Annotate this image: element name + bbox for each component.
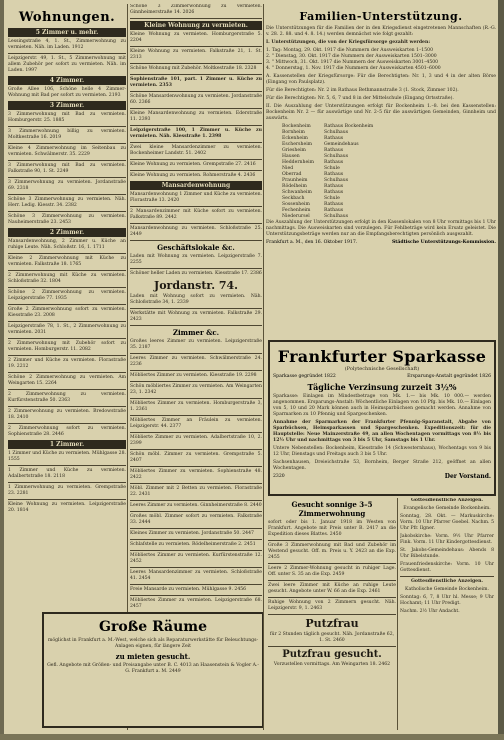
- church-sub-2: Katholische Gemeinde Bockenheim.: [405, 587, 489, 592]
- places-table: [266, 124, 496, 220]
- ad-item: Möbliertes Zimmer zu vermieten. Kiesstraße 19. 2298: [130, 373, 257, 378]
- ad-item: Freie Mansarde zu vermieten. Mühlgasse 9. 2456: [130, 587, 247, 592]
- familien-payplace: A. Kassenstellen der Kriegsfürsorge: Für die Berechtigten: Nr. 1, 3 und 4 in der alten Börse (Eingang von Paulsplatz).: [266, 74, 496, 85]
- place-location: Rathaus: [323, 202, 344, 207]
- familien-date-line: 1. Tag: Montag, 29. Okt. 1917 die Nummern der Ausweiskarten 1–1500: [266, 48, 433, 53]
- ad-item: Kleine 4 Zimmerwohnung im Seitenbau zu vermieten. Schwälmerstr. 35. 2229: [8, 146, 126, 157]
- ad-item: Kleine Mansardenwohnung zu vermieten. Ederstraße 11. 2393: [130, 111, 262, 122]
- ad-item: 3 Zimmerwohnung zu vermieten. Jordanstraße 69. 2318: [8, 180, 126, 191]
- place-name: Seckbach: [282, 196, 305, 201]
- ad-item: Mansardenwohnung 1 Zimmer und Küche zu vermieten. Florastraße 13. 2420: [130, 192, 262, 203]
- church-line: Sonntag, 28. Okt. — Markuskirche: Vorm. 10 Uhr Pfarrer Goebel. Nachm. 5 Uhr Pfr. Ilgner.: [400, 514, 494, 531]
- place-name: Bockenheim: [282, 124, 311, 129]
- place-location: Rathaus: [323, 136, 344, 141]
- grosse-raeume-title: Große Räume: [98, 619, 207, 635]
- ad-item: 2 Zimmerwohnung mit Küche zu vermieten. Schloßstraße 32. 1804: [8, 273, 126, 284]
- place-location: Schulhaus: [323, 154, 349, 159]
- place-name: Sossenheim: [282, 202, 310, 207]
- ad-item: Schöner heller Laden zu vermieten. Kiesstraße 17. 2386: [130, 271, 262, 276]
- ad-item: Kleine Wohnung zu vermieten. Leipzigerstraße 20. 1814: [8, 502, 126, 513]
- place-location: Rathaus: [323, 208, 344, 213]
- ad-item: Leeres Zimmer zu vermieten. Ginnheimerstraße 8. 2440: [130, 503, 262, 508]
- grosse-raeume-text: möglichst in Frankfurt a. M.-West, welche sich als Reparaturwerkstätte für Beleuchtungs-Anlagen eignen, für längere Zeit: [47, 638, 259, 649]
- place-name: Schwanheim: [282, 190, 312, 195]
- ads-group-c: [8, 451, 126, 514]
- ad-item: Leeres Zimmer zu vermieten. Schwälmerstraße 24. 2236: [130, 356, 262, 367]
- ad-item: Kleine Wohnung zu vermieten. Homburgerstraße 5. 2204: [130, 32, 262, 43]
- ad-item: Große 2 Zimmerwohnung sofort zu vermieten. Kiesstraße 23. 2008: [8, 307, 126, 318]
- ad-item: Großes möbl. Zimmer sofort zu vermieten. Falkstraße 33. 2444: [130, 514, 262, 525]
- ad-item: Kleine Wohnung zu vermieten. Rohmerstraße 4. 2436: [130, 173, 256, 178]
- place-name: Niederursel: [282, 214, 310, 219]
- ad-item: Sophienstraße 101, part. 1 Zimmer u. Küche zu vermieten. 2353: [130, 77, 262, 88]
- church-line: Sonntag: 6, 7, 8 Uhr hl. Messe; 9 Uhr Hochamt; 11 Uhr Predigt.: [400, 595, 494, 606]
- ad-item: 3 Zimmerwohnung mit Bad zu vermieten. Homburgerstr. 25. 1885: [8, 112, 126, 123]
- putzfrau-text: für 2 Stunden täglich gesucht. Näh. Jordanstraße 62, 1. St. 2460: [269, 632, 395, 643]
- ad-item: Schöne Wohnung mit Zubehör. Moltkestraße 18. 2328: [130, 66, 257, 71]
- ad-item: 1 Zimmerwohnung zu vermieten. Grempstraße 23. 2281: [8, 485, 126, 496]
- sparkasse-footer: [273, 474, 491, 480]
- ad-item: Schöne 2 Zimmerwohnung zu vermieten. Am Weingarten 15. 2264: [8, 375, 126, 386]
- column-rule: [263, 4, 264, 730]
- ad-item: Kleine Wohnung zu vermieten. Grempstraße 27. 2416: [130, 162, 256, 167]
- familien-date-line: 4. " Donnerstag, 1. Nov. 1917 die Nummern der Ausweiskarten 4501–6000: [266, 66, 441, 71]
- ad-item: Laden mit Wohnung sofort zu vermieten. Näh. Schloßstraße 34, 1. 2339: [130, 294, 262, 305]
- ad-item: 3 Zimmerwohnung mit Bad zu vermieten. Falkstraße 90, 1. St. 2249: [8, 163, 126, 174]
- ad-item: Schöne Mansardenwohnung zu vermieten. Jordanstraße 60. 2366: [130, 94, 262, 105]
- page-edge-bottom: [0, 734, 504, 740]
- place-location: Rathaus: [323, 184, 344, 189]
- place-name: Nied: [282, 166, 294, 171]
- category-bar-2-zimmer: 2 Zimmer.: [8, 228, 126, 237]
- church-title-2: Gottesdienstliche Anzeigen.: [410, 579, 484, 584]
- category-bar-3-zimmer: 3 Zimmer.: [8, 101, 126, 110]
- place-location: Rathaus: [323, 160, 344, 165]
- ad-item: Möbliertes Zimmer zu vermieten. Leipzigerstraße 68. 2457: [130, 598, 262, 608]
- ad-item: 2 Zimmerwohnung mit Zubehör sofort zu vermieten. Homburgerstr. 11. 2082: [8, 341, 126, 352]
- ad-item: Schöne 3 Zimmerwohnung zu vermieten. Ginnheimerstraße 14. 2026: [130, 4, 262, 15]
- sparkasse-left-label: Sparkasse gegründet 1822: [273, 374, 336, 379]
- wanted-item: Zwei leere Zimmer mit Küche an ruhige Leute gesucht. Angebote unter W. 66 an die Exp. 2461: [268, 583, 396, 594]
- ad-item: 1 Zimmer und Küche zu vermieten. Adalbertstraße 18. 2118: [8, 468, 126, 479]
- ad-item: Schöne 2 Zimmerwohnung zu vermieten. Leipzigerstraße 77. 1935: [8, 290, 126, 301]
- sparkasse-branches: Annahme der Sparmarken der Frankfurter Pfennig-Sparanstalt, Abgabe von Sparbüchsen, Heimsparkassen und Spargeschenken. Expeditionszeit: für die Hauptstelle: Neue Mainzerstraße 49, an allen Wochentagen vormittags von 8½ bis 12½ Uhr und nachmittags von 3 bis 5 Uhr, Samstags bis 1 Uhr.: [273, 420, 491, 443]
- wanted-heading: Gesucht sonnige 3–5 Zimmerwohnung: [291, 500, 373, 518]
- ad-item: Mansardenwohnung, 2 Zimmer u. Küche an ruhige Leute. Näh. Schloßstr. 16, 1. 1711: [8, 239, 126, 250]
- ad-item: 3 Zimmerwohnung billig zu vermieten. Moltkestraße 16. 2019: [8, 129, 126, 140]
- place-name: Bornheim: [282, 130, 305, 135]
- church-line: Frauenfriedenskirche: Vorm. 10 Uhr Gottesdienst.: [400, 562, 494, 573]
- ad-item: Möbliertes Zimmer zu vermieten. Sophienstraße 48. 2422: [130, 469, 262, 480]
- familien-note: Die Auszahlung der Unterstützungen erfolgt in den Kassenlokalen von 8 Uhr vormittags bis 1 Uhr nachmittags. Die Ausweiskarten sind vorzulegen. Für Fehlbeträge wird kein Ersatz geleistet. Die Unterstützungsbeträge werden nur an die Empfangsberechtigten persönlich ausgezahlt.: [266, 220, 496, 237]
- church-notices: [400, 498, 494, 730]
- place-name: Praunheim: [282, 178, 308, 183]
- place-location: Schulhaus: [323, 214, 349, 219]
- putzfrau-heading: Putzfrau: [305, 617, 359, 630]
- ad-item: Kleine 2 Zimmerwohnung mit Küche zu vermieten. Falkstraße 18. 1765: [8, 256, 126, 267]
- sparkasse-labels: [273, 374, 491, 380]
- familien-title: Familien-Unterstützung.: [299, 10, 463, 23]
- places-left-list: [282, 124, 314, 220]
- place-location: Schulhaus: [323, 130, 349, 135]
- category-bar-4-zimmer: 4 Zimmer.: [8, 76, 126, 85]
- church-title-1: Gottesdienstliche Anzeigen.: [410, 498, 484, 503]
- section-header-zimmer: Zimmer &c.: [172, 328, 220, 337]
- place-name: Eschersheim: [282, 142, 313, 147]
- ad-item: Laden mit Wohnung zu vermieten. Leipzigerstraße 7. 2255: [130, 254, 262, 265]
- ads-group-b: [8, 239, 126, 438]
- ad-item: Leipzigerstraße 78, 1. St., 2 Zimmerwohnung zu vermieten. 2031: [8, 324, 126, 335]
- sparkasse-number: 2320: [273, 474, 285, 479]
- ad-item: Möbl. Zimmer mit 2 Betten zu vermieten. Florastraße 22. 2431: [130, 486, 262, 497]
- familien-intro: Die Unterstützungen für die Familien der in den Kriegsdienst eingetretenen Mannschaften (R.-G. v. 28. 2. 88. und 4. 8. 14.) werden demnächst wie folgt gezahlt:: [266, 26, 496, 37]
- wanted-item: Ruhige Wohnung von 2 Zimmern gesucht. Näh. Leipzigerstr. 9, 1. 2463: [268, 600, 396, 611]
- wanted-item: Leere 2 Zimmer-Wohnung gesucht in ruhiger Lage. Off. unter S. 35 an die Exp. 2459: [268, 566, 396, 577]
- ad-item: 2 Mansardenzimmer mit Küche sofort zu vermieten. Falkstraße 89. 2442: [130, 209, 262, 220]
- ad-item: 2 Zimmerwohnung zu vermieten. Kurfürstenstraße 50. 2363: [8, 392, 126, 403]
- familien-section1: I. Unterstützungen, die von der Kriegsfürsorge gezahlt werden:: [266, 40, 431, 45]
- section-header-geschaeftslokale: Geschäftslokale &c.: [157, 243, 235, 252]
- place-location: Rathaus: [323, 148, 344, 153]
- sparkasse-extra: Sachsenhausen, Dreieichstraße 53, Bornheim, Berger Straße 212, geöffnet an allen Wochentagen.: [273, 460, 491, 471]
- column-middle: [130, 4, 262, 608]
- ad-item: Lessingstraße 4, 1. St., Zimmerwohnung zu vermieten. Näh. im Laden. 1912: [8, 39, 126, 50]
- place-name: Griesheim: [282, 148, 306, 153]
- ad-item: Leipzigerstr. 49, 1. St., 5 Zimmerwohnung mit allem Zubehör per sofort zu vermieten. Näh. im Laden. 1997: [8, 56, 126, 73]
- ad-item: Schön möbliertes Zimmer zu vermieten. Am Weingarten 23, 1. 2342: [130, 384, 262, 395]
- category-bar-mansarden: Mansardenwohnung: [130, 181, 262, 190]
- familien-date-line: 2. " Dienstag, 30. Okt. 1917 die Nummern der Ausweiskarten 1501–3000: [266, 54, 437, 59]
- place-location: Rathaus Bockenheim: [323, 124, 374, 129]
- place-name: Rödelheim: [282, 184, 307, 189]
- sparkasse-body: Sparkasse: Einlagen im Mindestbetrage von Mk. 1.— bis Mk. 10 000.— werden angenommen. Ersparungs-Anstalt: Wöchentliche Einlagen von 10 Pfg. bis Mk. 10.— Einlagen von 5, 10 und 20 Mark können auch in Heimsparbüchsen gemacht werden. Annahme von Sparmarken zu 10 Pfennig und Spargeschenken.: [273, 394, 491, 417]
- putzfrau2-heading: Putzfrau gesucht.: [282, 649, 382, 660]
- place-name: Heddernheim: [282, 160, 314, 165]
- ad-item: Mansardenwohnung zu vermieten. Schloßstraße 25. 2449: [130, 226, 262, 237]
- ad-item: Möbliertes Zimmer zu vermieten. Homburgerstraße 3, 1. 2361: [130, 401, 262, 412]
- familien-date-line: 3. " Mittwoch, 31. Okt. 1917 die Nummern der Ausweiskarten 3001–4500: [266, 60, 439, 65]
- ad-item: Kleines Zimmer zu vermieten. Jordanstraße 50. 2447: [130, 531, 254, 536]
- wanted-item: sofort oder bis 1. Januar 1918 im Westen von Frankfurt. Angebote mit Preis unter B. 2417 an die Expedition dieses Blattes. 2450: [268, 520, 396, 537]
- grosse-raeume-contact: Gefl. Angebote mit Größen- und Preisangabe unter B. C. 4013 an Haasenstein & Vogler A.-G. Frankfurt a. M. 2449: [47, 663, 259, 674]
- familien-footer: [266, 240, 496, 246]
- section-header-wohnungen: Wohnungen.: [18, 10, 116, 25]
- sparkasse-title: Frankfurter Sparkasse: [277, 347, 487, 366]
- grosse-raeume-ad: [42, 612, 264, 728]
- church-line: St. Jakobs-Gemeindehaus: Abends 8 Uhr Bibelstunde.: [400, 548, 494, 559]
- ad-item: Schöne 3 Zimmerwohnung zu vermieten. Nauheimerstraße 23. 2453: [8, 214, 126, 225]
- page-edge-right: [498, 0, 504, 740]
- familien-payplace: Für die Berechtigten: Nr. 2 im Rathaus Bethmannstraße 3 (1. Stock, Zimmer 102).: [266, 88, 459, 93]
- column-wohnungen: [8, 4, 126, 516]
- place-location: Schulhaus: [323, 178, 349, 183]
- newspaper-page: [4, 0, 498, 734]
- familien-section2: II. Die Auszahlung der Unterstützungen erfolgt für Bockenheim 1.–8. bei den Kassenstellen: Bockenheim Nr. 2 — für auswärtige und Nr. 2–5 für die auswärtigen Gemeinden, Ginnheim und auswärts.: [266, 104, 496, 121]
- ad-item: 2 Zimmerwohnung zu vermieten. Bredowstraße 18. 2410: [8, 409, 126, 420]
- sparkasse-vorstand: Der Vorstand.: [444, 473, 491, 480]
- church-line: Jakobskirche: Vorm. 9½ Uhr Pfarrer Fink. Vorm. 11 Uhr Kindergottesdienst.: [400, 534, 494, 545]
- familien-unterstuetzung: [266, 4, 496, 334]
- ad-item: Werkstätte mit Wohnung zu vermieten. Falkstraße 29. 2423: [130, 311, 262, 322]
- ad-item: Leipzigerstraße 100, 1 Zimmer u. Küche zu vermieten. Näh. Kiesstraße 1. 2398: [130, 128, 262, 139]
- category-bar-kleine-wohnung: Kleine Wohnung zu vermieten.: [130, 21, 262, 30]
- ad-item: Große Allee 106, Schöne helle 4 Zimmer-Wohnung mit Bad per sofort zu vermieten. 2193: [8, 87, 126, 98]
- ad-item: Schöne 3 Zimmerwohnung zu vermieten. Näh. Herr. Ledig. Kiesstr. 34. 2382: [8, 197, 126, 208]
- church-line: Nachm. 2½ Uhr Andacht.: [400, 609, 460, 614]
- sparkasse-ad: [268, 340, 496, 496]
- sparkasse-right-label: Ersparungs-Anstalt gegründet 1826: [407, 374, 491, 379]
- wanted-ads: [268, 498, 396, 730]
- sparkasse-subtitle: (Polytechnische Gesellschaft): [344, 366, 420, 372]
- place-location: Gemeindehaus: [323, 142, 359, 147]
- category-bar-5-zimmer: 5 Zimmer u. mehr.: [8, 28, 126, 37]
- ads-group-a: [8, 39, 126, 226]
- places-right-list: [324, 124, 373, 220]
- ad-item: Möbliertes Zimmer an Fräulein zu vermieten. Leipzigerstr. 44. 2377: [130, 418, 262, 429]
- familien-signature: Städtische Unterstützungs-Kommission.: [391, 240, 496, 245]
- place-name: Fechenheim: [282, 208, 311, 213]
- jordanstrasse-heading: Jordanstr. 74.: [153, 279, 238, 292]
- ad-item: 2 Zimmer und Küche zu vermieten. Florastraße 19. 2212: [8, 358, 126, 369]
- ad-item: Leeres Mansardenzimmer zu vermieten. Schloßstraße 41. 2454: [130, 570, 262, 581]
- place-location: Rathaus: [323, 172, 344, 177]
- sparkasse-rate: Tägliche Verzinsung zurzeit 3½%: [307, 382, 457, 392]
- place-name: Hausen: [282, 154, 300, 159]
- ad-item: Schön möbl. Zimmer zu vermieten. Grempstraße 5. 2407: [130, 452, 262, 463]
- ad-item: Schlafstelle zu vermieten. Rödelheimerstraße 2. 2451: [130, 542, 256, 547]
- familien-date: Frankfurt a. M., den 16. Oktober 1917.: [266, 240, 358, 245]
- ad-item: 1 Zimmer und Küche zu vermieten. Mühlgasse 28. 1555: [8, 451, 126, 462]
- column-rule: [397, 498, 398, 730]
- ad-item: 2 Zimmerwohnung sofort zu vermieten. Sophienstraße 28. 2446: [8, 426, 126, 437]
- sparkasse-unterlinden: Untere Nebenstellen: Bockenheim, Kiesstraße 14 (Schwesternhaus), Wochentags von 9 bis 12 Uhr, Dienstags und Freitags auch 3 bis 5 Uhr.: [273, 446, 491, 457]
- putzfrau2-text: Vorzustellen vormittags. Am Weingarten 18. 2462: [273, 662, 391, 667]
- wanted-item: Große 3 Zimmerwohnung mit Bad und Zubehör im Westend gesucht. Off. m. Preis u. Y. 2423 an die Exp. 2455: [268, 543, 396, 560]
- ad-item: Großes leeres Zimmer zu vermieten. Leipzigerstraße 35. 2187: [130, 339, 262, 350]
- church-sub-1: Evangelische Gemeinde Bockenheim.: [403, 506, 491, 511]
- place-location: Rathaus: [323, 190, 344, 195]
- place-name: Eckenheim: [282, 136, 308, 141]
- place-name: Oberrad: [282, 172, 302, 177]
- ad-item: Zwei kleine Mansardenzimmer zu vermieten. Bockenheimer Landstr. 51. 2402: [130, 145, 262, 156]
- ad-item: Möblierte Zimmer zu vermieten. Adalbertstraße 10, 2. 2399: [130, 435, 262, 446]
- ad-item: Kleine Wohnung zu vermieten. Falkstraße 21, 1. St. 2313: [130, 49, 262, 60]
- familien-payplace: Für die Berechtigten: Nr. 5, 6, 7 und 8 in der Mittelschule (Eingang Ortsstraße).: [266, 96, 454, 101]
- ad-item: Möbliertes Zimmer zu vermieten. Kurfürstenstraße 12. 2452: [130, 553, 262, 564]
- place-location: Schule: [323, 166, 340, 171]
- category-bar-1-zimmer: 1 Zimmer.: [8, 440, 126, 449]
- grosse-raeume-wanted: zu mieten gesucht.: [115, 652, 191, 661]
- place-location: Schule: [323, 196, 340, 201]
